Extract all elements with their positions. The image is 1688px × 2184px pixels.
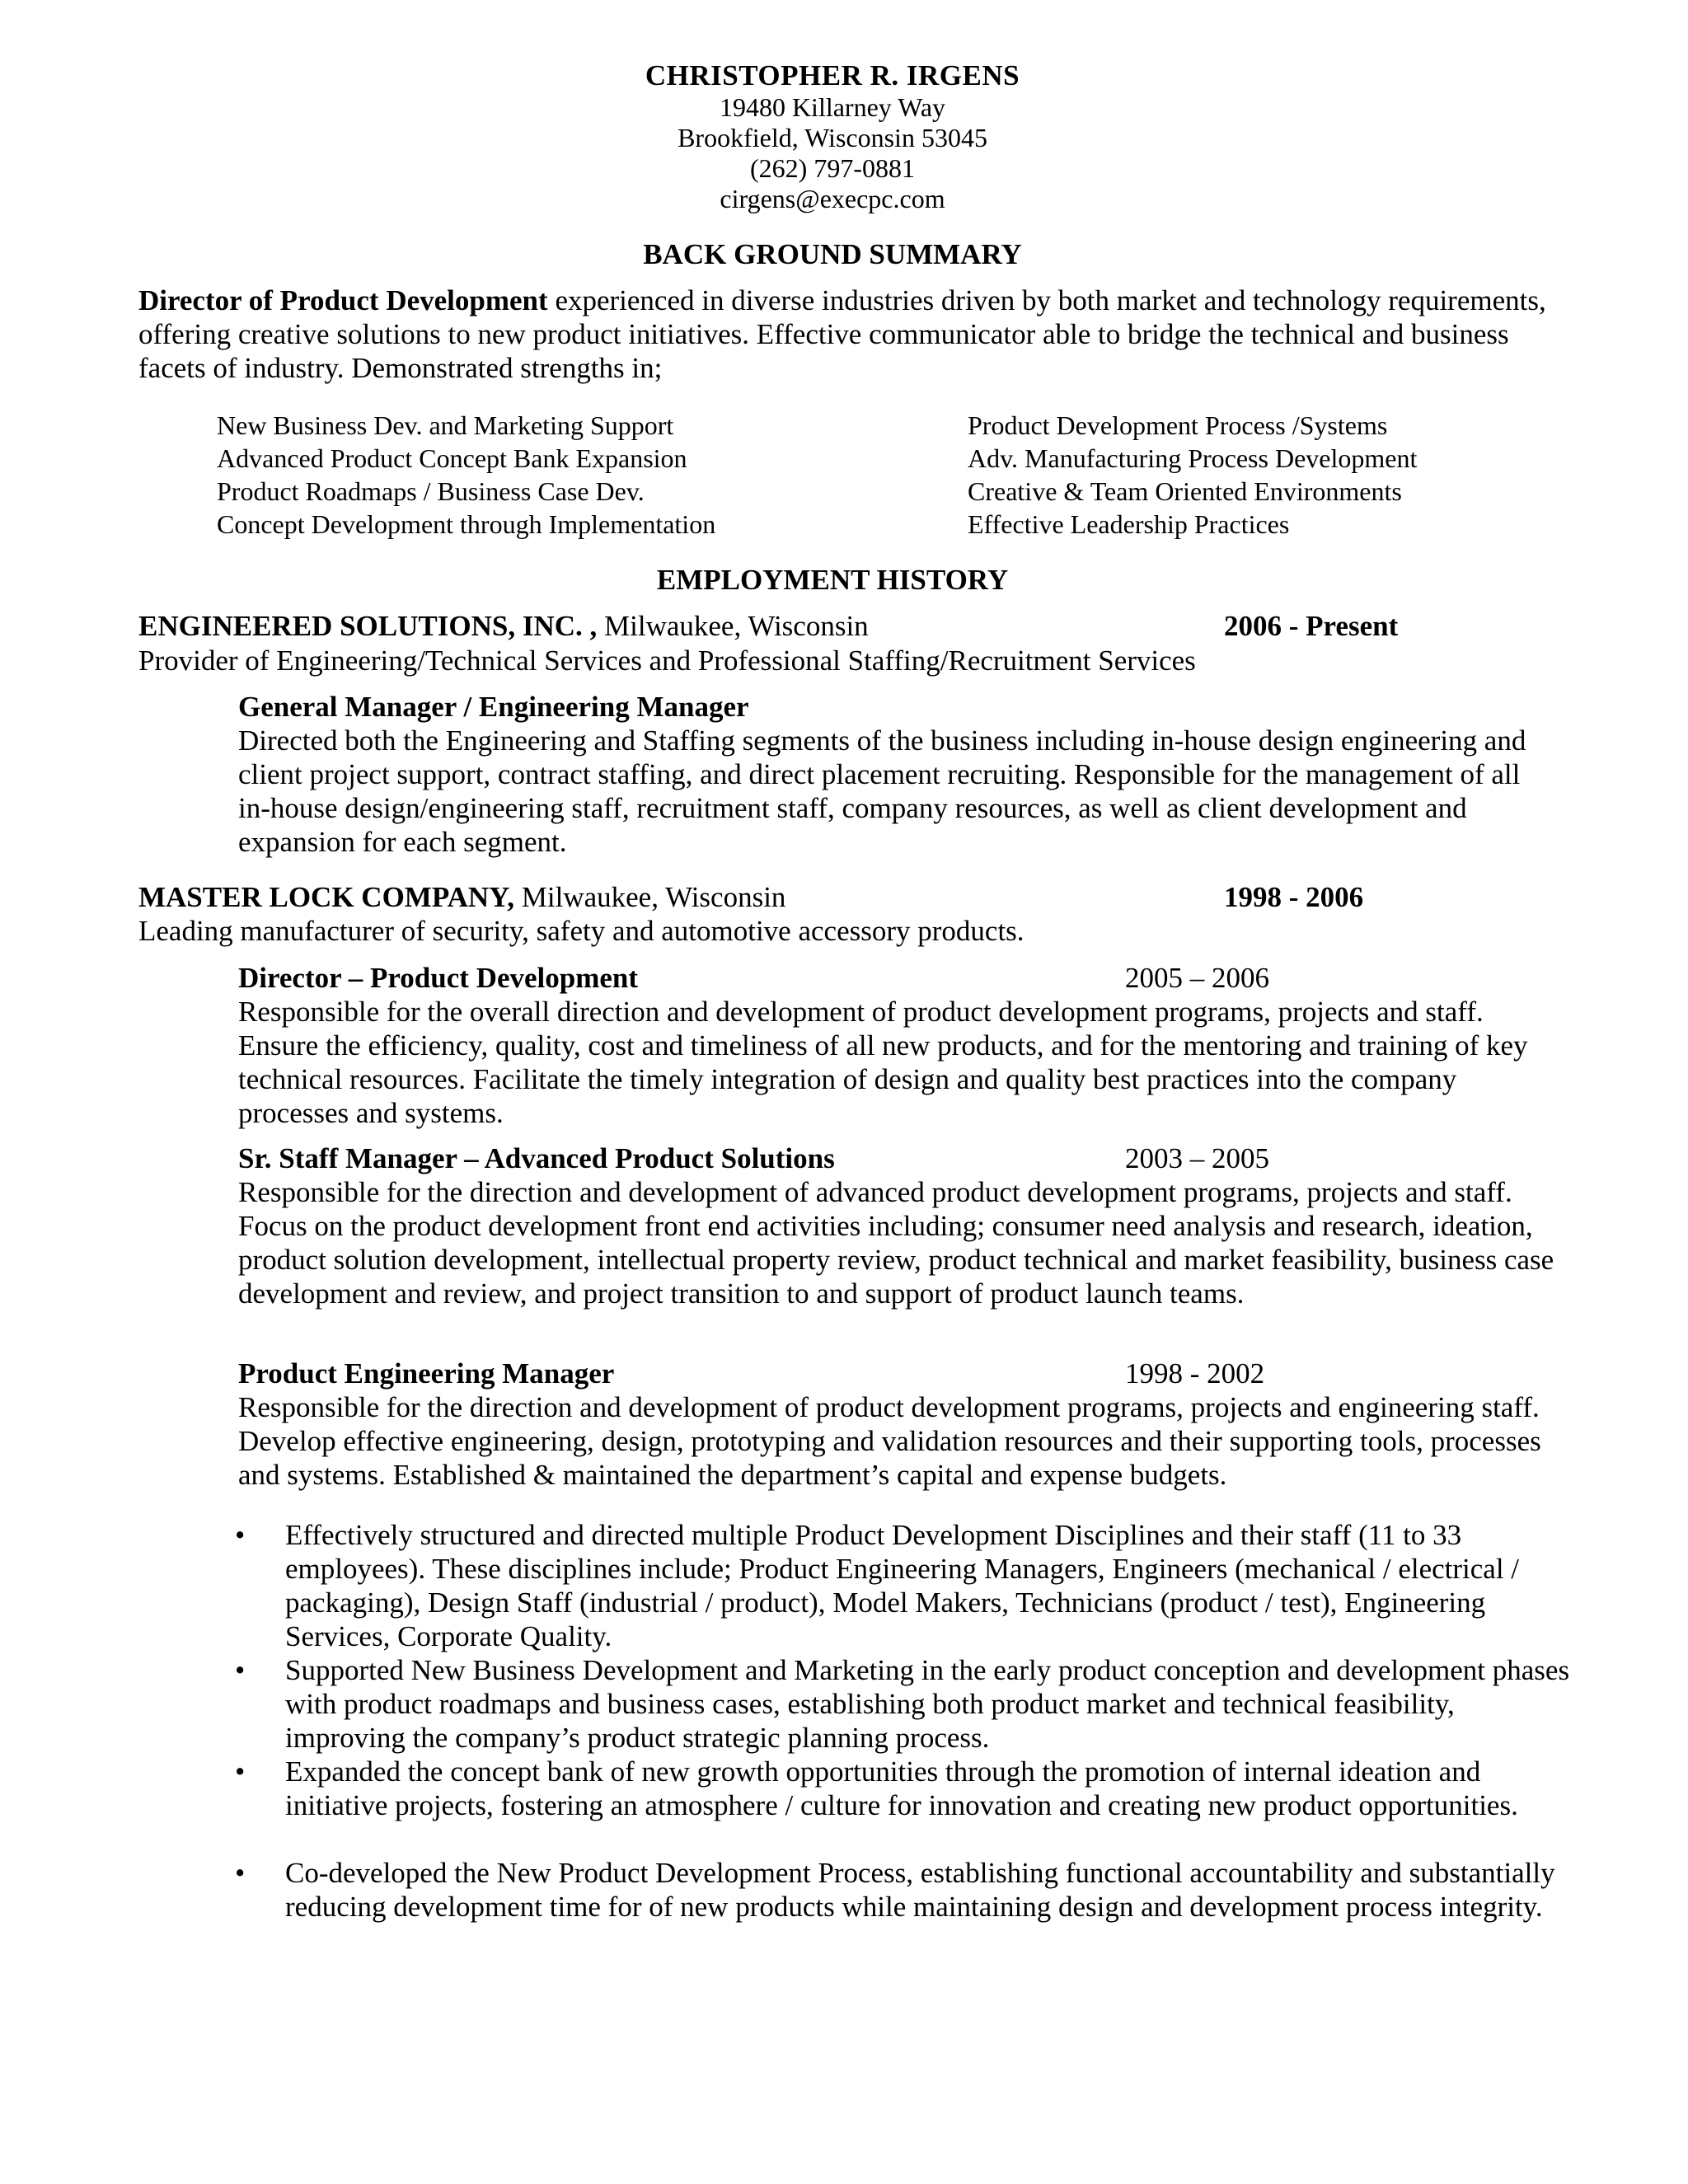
bullet-icon: •: [235, 1519, 246, 1551]
company-description: Provider of Engineering/Technical Services and Professional Staffing/Recruitment Services: [138, 644, 1196, 677]
skill-item: New Business Dev. and Marketing Support: [217, 410, 674, 440]
role-title: General Manager / Engineering Manager: [238, 691, 749, 723]
company-location: Milwaukee, Wisconsin: [514, 881, 786, 913]
role-description: Responsible for the direction and development of product development programs, projects and engineering staff. Develop effective engineering, design, prototyping and validation resources and their supporting tools, processes and systems. Established & maintained the department’s capital and expense budgets.: [238, 1391, 1541, 1491]
bullet-icon: •: [235, 1654, 246, 1686]
skill-item: Product Roadmaps / Business Case Dev.: [217, 476, 645, 506]
summary-heading: BACK GROUND SUMMARY: [643, 238, 1022, 270]
skill-item: Effective Leadership Practices: [968, 509, 1290, 539]
role-title: Sr. Staff Manager – Advanced Product Solutions: [238, 1142, 835, 1174]
email-address: cirgens@execpc.com: [720, 184, 945, 213]
role-dates: 2003 – 2005: [1125, 1142, 1269, 1174]
bullet-icon: •: [235, 1755, 246, 1788]
company-line: [138, 881, 785, 914]
role-title: Director – Product Development: [238, 962, 639, 994]
role-description: Responsible for the direction and development of advanced product development programs, projects and staff. Focus on the product development front end activities including; consumer need analysis and research, ideation, product solution development, intellectual property review, product technical and market feasibility, business case development and review, and project transition to and support of product launch teams.: [238, 1176, 1554, 1310]
summary-paragraph: [138, 284, 1556, 385]
skill-item: Creative & Team Oriented Environments: [968, 476, 1402, 506]
company-name: MASTER LOCK COMPANY,: [138, 881, 514, 913]
company-line: [138, 610, 869, 643]
summary-lead-text: experienced in diverse industries driven by both market and technology requirements, offering creative solutions to new product initiatives. Effective communicator able to bridge the technical and business facets of industry. Demonstrated strengths in;: [138, 284, 1546, 384]
role-title: Product Engineering Manager: [238, 1357, 615, 1390]
company-dates: 1998 - 2006: [1224, 881, 1364, 913]
list-item-text: Expanded the concept bank of new growth opportunities through the promotion of internal ideation and initiative projects, fostering an atmosphere / culture for innovation and creating new product opportunities.: [285, 1755, 1518, 1821]
skill-item: Product Development Process /Systems: [968, 410, 1388, 440]
employment-heading: EMPLOYMENT HISTORY: [656, 564, 1009, 596]
summary-lead-bold: Director of Product Development: [138, 284, 548, 316]
list-item-text: Co-developed the New Product Development Process, establishing functional accountability and substantially reducing development time for of new products while maintaining design and development process integrity.: [285, 1857, 1555, 1923]
skill-item: Concept Development through Implementation: [217, 509, 716, 539]
address-line2: Brookfield, Wisconsin 53045: [678, 123, 987, 152]
address-line1: 19480 Killarney Way: [719, 92, 946, 122]
role-description: Responsible for the overall direction and development of product development programs, projects and staff. Ensure the efficiency, quality, cost and timeliness of all new products, and for the mentoring and training of key technical resources. Facilitate the timely integration of design and quality best practices into the company processes and systems.: [238, 996, 1528, 1129]
phone-number: (262) 797-0881: [750, 153, 915, 183]
role-dates: 2005 – 2006: [1125, 962, 1269, 994]
role-description: Directed both the Engineering and Staffing segments of the business including in-house design engineering and client project support, contract staffing, and direct placement recruiting. Responsible for the management of all in-house design/engineering staff, recruitment staff, company resources, as well as client development and expansion for each segment.: [238, 724, 1526, 858]
list-item-text: Effectively structured and directed multiple Product Development Disciplines and their staff (11 to 33 employees). These disciplines include; Product Engineering Managers, Engineers (mechanical / electrical / packaging), Design Staff (industrial / product), Model Makers, Technicians (product / test), Engineering Services, Corporate Quality.: [285, 1519, 1520, 1652]
company-location: Milwaukee, Wisconsin: [597, 610, 869, 642]
skills-left-column: [217, 409, 715, 541]
skill-item: Adv. Manufacturing Process Development: [968, 443, 1418, 473]
skill-item: Advanced Product Concept Bank Expansion: [217, 443, 687, 473]
company-name: ENGINEERED SOLUTIONS, INC. ,: [138, 610, 598, 642]
list-item-text: Supported New Business Development and Marketing in the early product conception and development phases with product roadmaps and business cases, establishing both product market and technical feasibility, improving the company’s product strategic planning process.: [285, 1654, 1570, 1754]
company-dates: 2006 - Present: [1224, 610, 1399, 642]
bullet-icon: •: [235, 1857, 246, 1889]
role-dates: 1998 - 2002: [1125, 1357, 1265, 1390]
skills-right-column: [968, 409, 1417, 541]
company-description: Leading manufacturer of security, safety and automotive accessory products.: [138, 915, 1025, 947]
candidate-name: CHRISTOPHER R. IRGENS: [645, 59, 1020, 91]
